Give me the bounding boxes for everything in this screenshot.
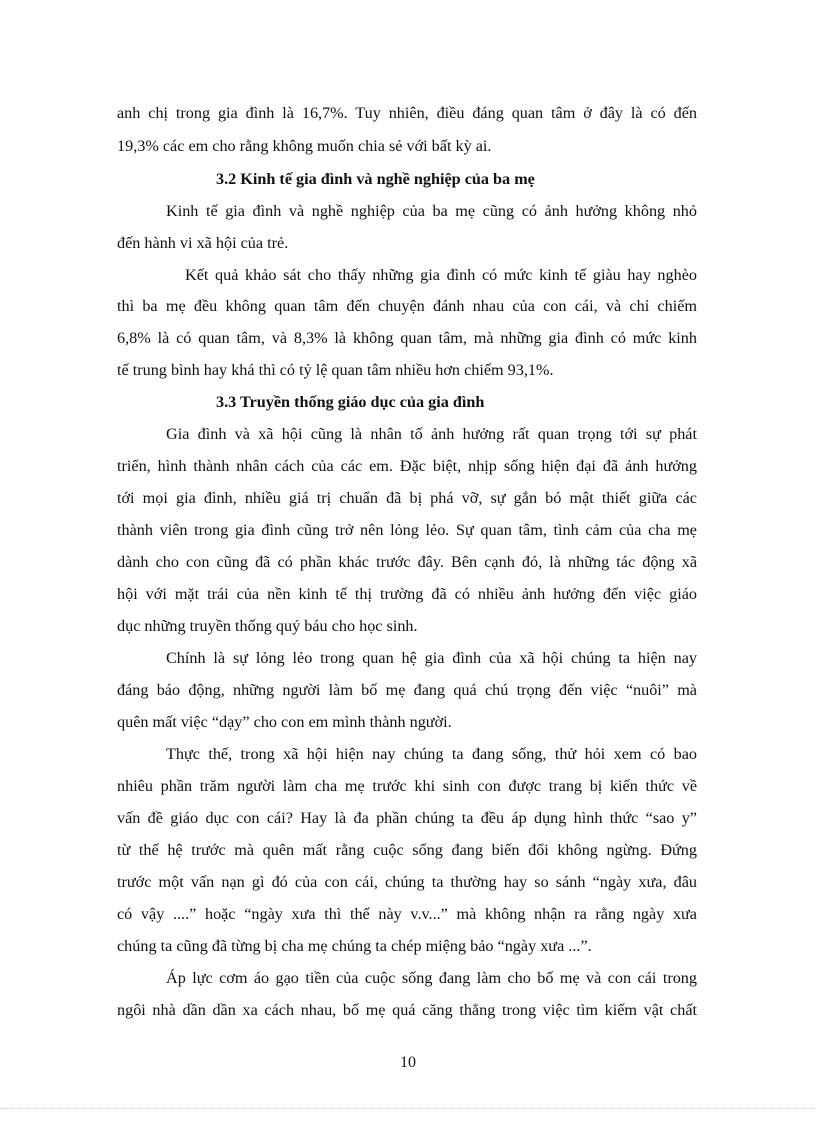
text-line: Kết quả khảo sát cho thấy những gia đình có mức kinh tế giàu hay nghèo [185, 266, 697, 284]
text-line: Chính là sự lỏng lẻo trong quan hệ gia đình của xã hội chúng ta hiện nay [166, 649, 697, 667]
text-line: chúng ta cũng đã từng bị cha mẹ chúng ta chép miệng bảo “ngày xưa ...”. [117, 937, 592, 955]
text-line: có vậy ....” hoặc “ngày xưa thì thế này v.v...” mà không nhận ra rằng ngày xưa [117, 905, 697, 923]
text-line: Áp lực cơm áo gạo tiền của cuộc sống đang làm cho bố mẹ và con cái trong [166, 969, 697, 987]
text-line: đáng báo động, những người làm bố mẹ đang quá chú trọng đến việc “nuôi” mà [117, 681, 697, 699]
text-line: 19,3% các em cho rằng không muốn chia sẻ với bất kỳ ai. [117, 137, 492, 155]
text-line: thành viên trong gia đình cũng trở nên lỏng lẻo. Sự quan tâm, tình cảm của cha mẹ [117, 521, 697, 539]
text-line: từ thế hệ trước mà quên mất rằng cuộc sống đang biến đổi không ngừng. Đứng [117, 841, 697, 859]
text-line: hội với mặt trái của nền kinh tế thị trường đã có nhiều ảnh hưởng đến việc giáo [117, 585, 697, 603]
text-line: dành cho con cũng đã có phần khác trước đây. Bên cạnh đó, là những tác động xã [117, 553, 697, 571]
text-line: 6,8% là có quan tâm, và 8,3% là không quan tâm, mà những gia đình có mức kinh [117, 329, 697, 347]
text-line: ngôi nhà dần dần xa cách nhau, bố mẹ quá căng thẳng trong việc tìm kiếm vật chất [117, 1001, 697, 1019]
text-line: Thực thế, trong xã hội hiện nay chúng ta đang sống, thử hỏi xem có bao [166, 745, 697, 763]
text-line: dục những truyền thống quý báu cho học sinh. [117, 617, 418, 635]
text-line: Kinh tế gia đình và nghề nghiệp của ba mẹ cũng có ảnh hưởng không nhỏ [166, 202, 697, 220]
text-line: anh chị trong gia đình là 16,7%. Tuy nhiên, điều đáng quan tâm ở đây là có đến [117, 104, 697, 122]
text-line: quên mất việc “dạy” cho con em mình thành người. [117, 713, 452, 731]
text-line: thì ba mẹ đều không quan tâm đến chuyện đánh nhau của con cái, và chỉ chiếm [117, 297, 697, 315]
text-line: tới mọi gia đình, nhiều giá trị chuẩn đã bị phá vỡ, sự gắn bó mật thiết giữa các [117, 489, 697, 507]
section-heading-3-3: 3.3 Truyền thống giáo dục của gia đình [216, 393, 485, 411]
page-bottom-divider [0, 1108, 816, 1109]
text-line: Gia đình và xã hội cũng là nhân tố ảnh hưởng rất quan trọng tới sự phát [166, 425, 697, 443]
text-line: trước một vấn nạn gì đó của con cái, chúng ta thường hay so sánh “ngày xưa, đâu [117, 873, 697, 891]
text-line: triển, hình thành nhân cách của các em. Đặc biệt, nhịp sống hiện đại đã ảnh hưởng [117, 457, 697, 475]
text-line: tế trung bình hay khá thì có tỷ lệ quan tâm nhiều hơn chiếm 93,1%. [117, 361, 554, 379]
text-line: nhiêu phần trăm người làm cha mẹ trước khi sinh con được trang bị kiến thức về [117, 777, 697, 795]
text-line: vấn đề giáo dục con cái? Hay là đa phần chúng ta đều áp dụng hình thức “sao y” [117, 809, 697, 827]
section-heading-3-2: 3.2 Kinh tế gia đình và nghề nghiệp của ba mẹ [216, 170, 535, 188]
text-line: đến hành vi xã hội của trẻ. [117, 234, 289, 252]
page-number: 10 [400, 1054, 416, 1071]
